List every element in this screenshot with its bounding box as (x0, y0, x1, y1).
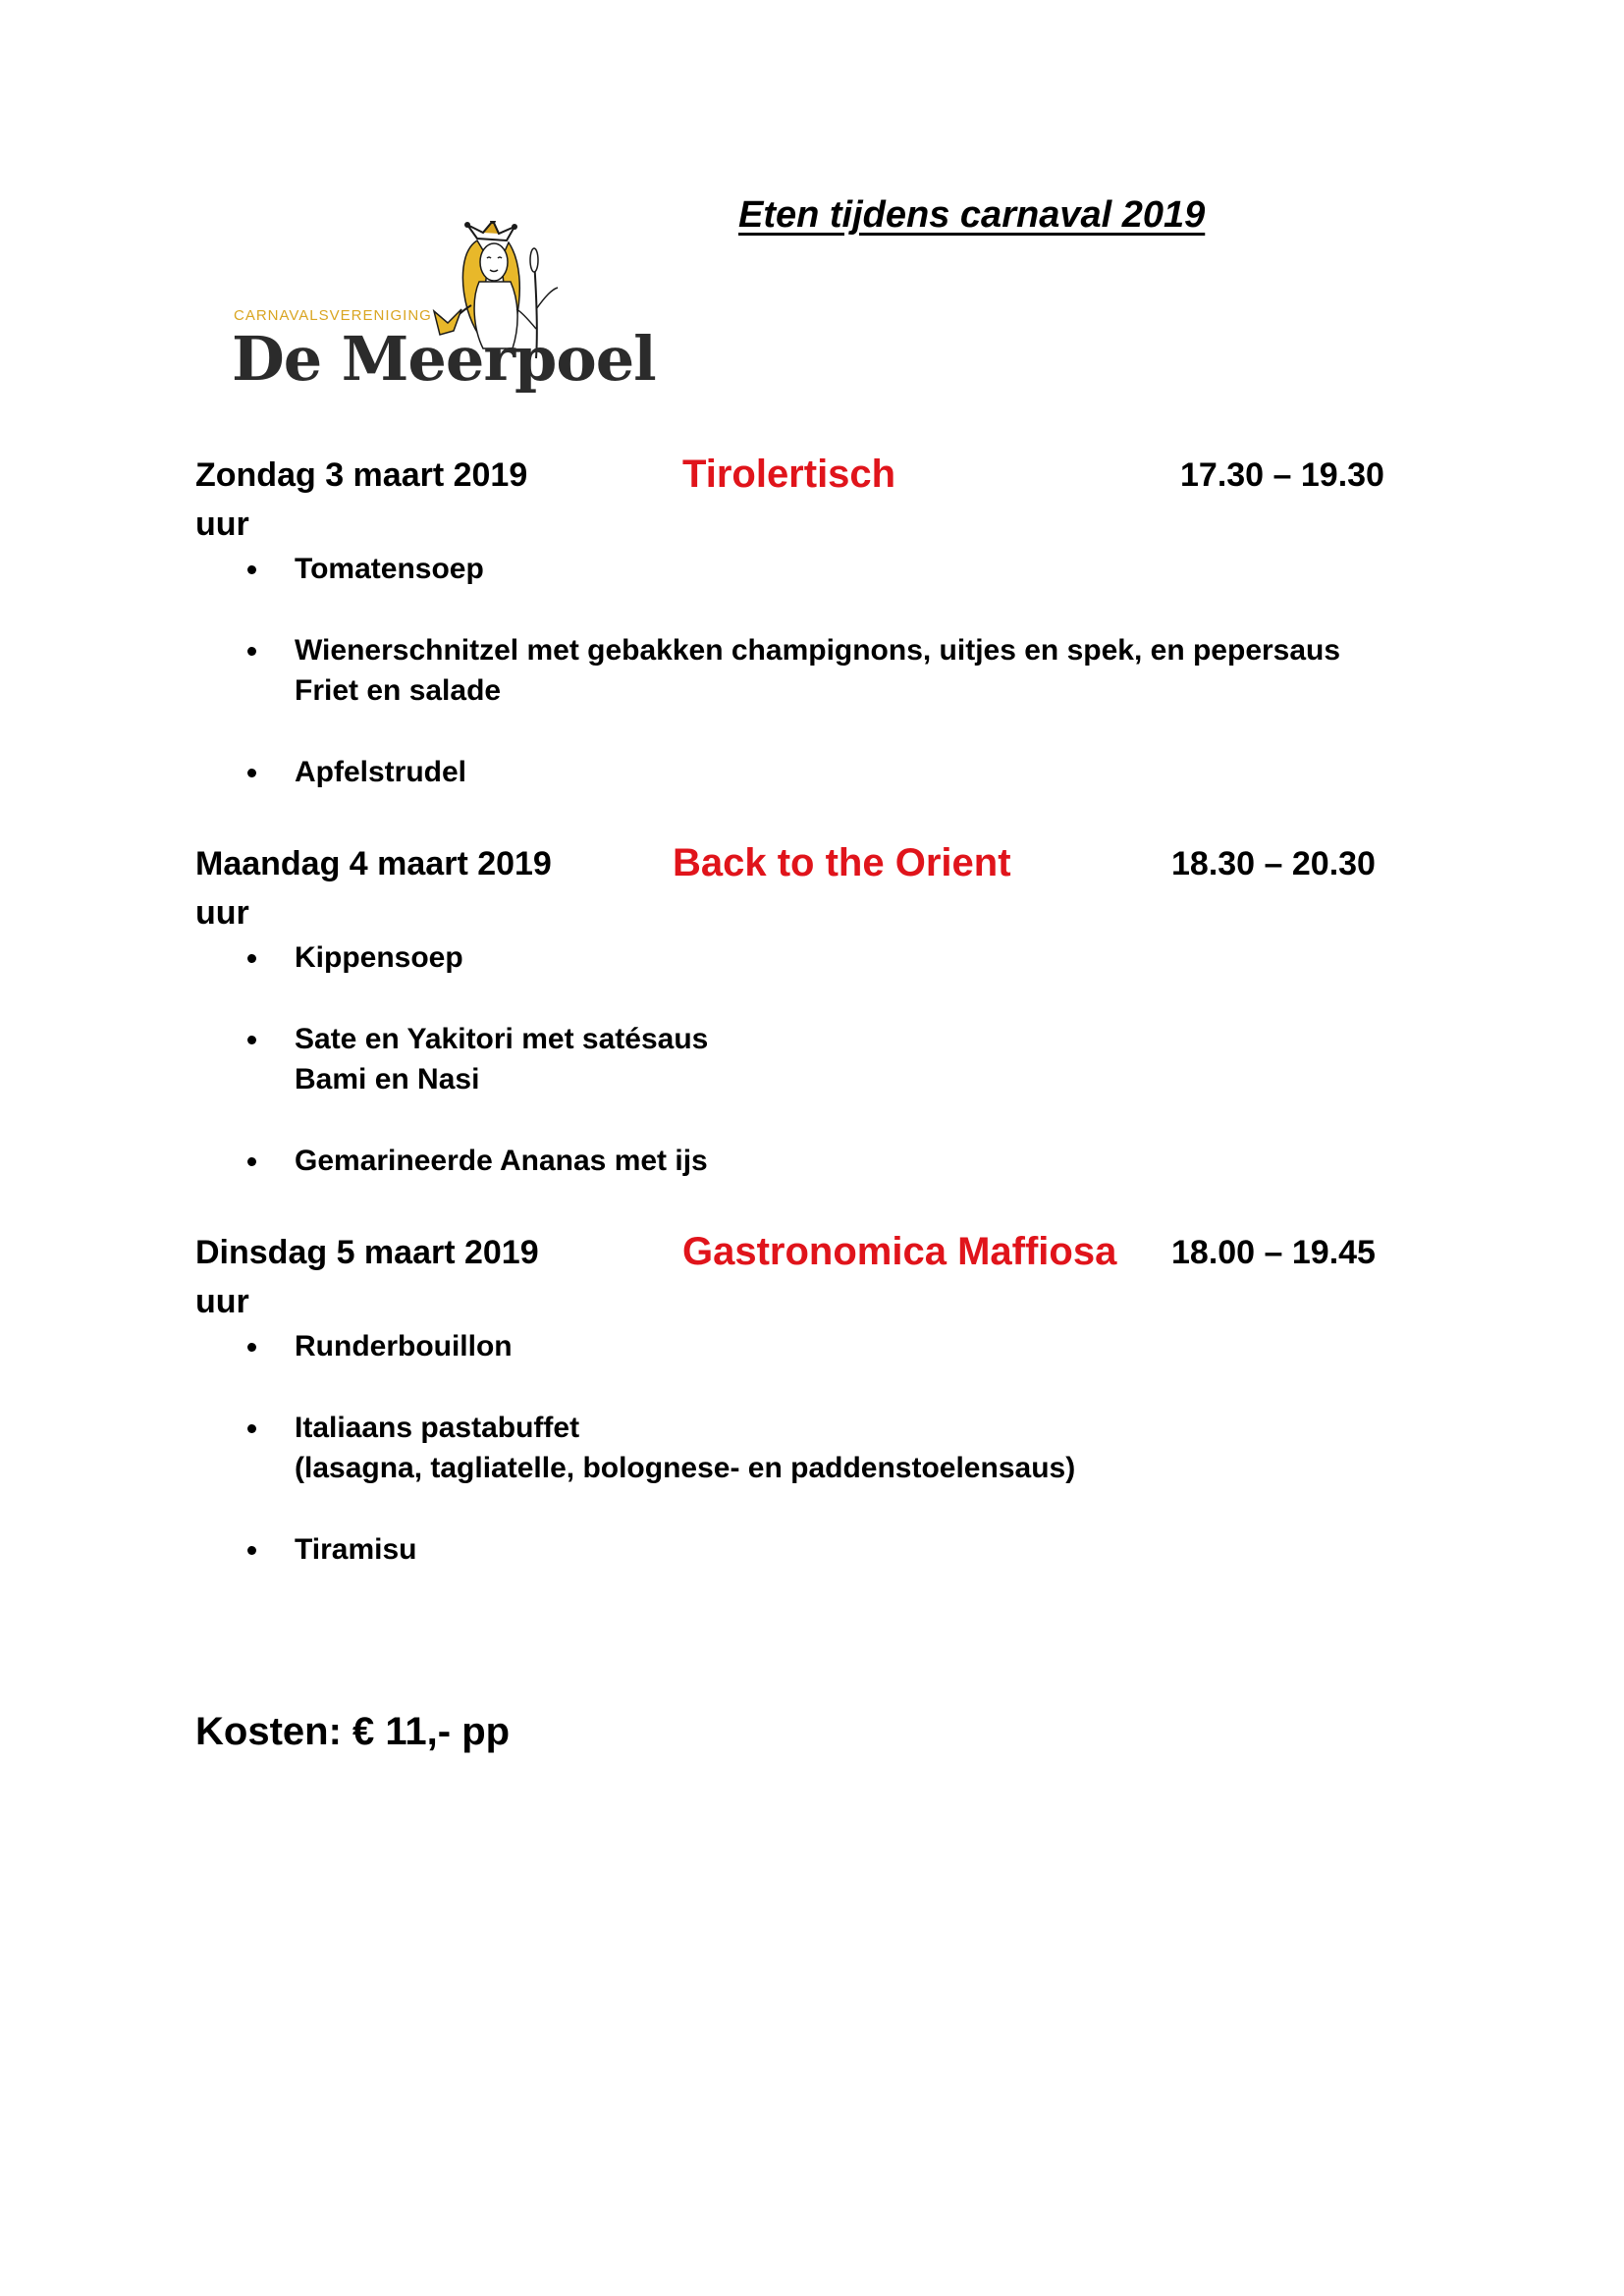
menu-item (195, 1408, 1075, 1488)
bullet-icon (247, 565, 256, 574)
menu-item-text: Tiramisu (295, 1533, 417, 1566)
day-date: Dinsdag 5 maart 2019 (195, 1234, 539, 1271)
bullet-icon (247, 1546, 256, 1555)
menu-item-text: Runderbouillon (295, 1330, 513, 1362)
logo-title: De Meerpoel (232, 323, 656, 395)
menu-item (195, 1141, 708, 1181)
menu-item-text: Gemarineerde Ananas met ijs (295, 1145, 708, 1177)
bullet-icon (247, 1157, 256, 1166)
menu-item-text: Wienerschnitzel met gebakken champignons, uitjes en spek, en pepersaus (295, 634, 1341, 667)
day-time: 18.30 – 20.30 (1171, 845, 1376, 882)
day-time-unit: uur (195, 894, 249, 932)
menu-item-text: Kippensoep (295, 941, 463, 974)
menu-item (195, 1326, 1075, 1366)
menu-list (195, 937, 708, 1222)
day-theme: Tirolertisch (682, 453, 896, 496)
menu-item-text: Sate en Yakitori met satésaus (295, 1023, 709, 1055)
page-title: Eten tijdens carnaval 2019 (738, 194, 1206, 236)
meerpoel-logo (226, 221, 656, 412)
menu-item-text: Italiaans pastabuffet (295, 1412, 580, 1444)
bullet-icon (247, 647, 256, 656)
menu-item (195, 549, 1340, 589)
day-date: Zondag 3 maart 2019 (195, 456, 528, 494)
day-time-unit: uur (195, 506, 249, 543)
menu-item-subtext: (lasagna, tagliatelle, bolognese- en paddenstoelensaus) (295, 1452, 1076, 1484)
bullet-icon (247, 769, 256, 777)
menu-item (195, 937, 708, 978)
menu-list (195, 549, 1340, 833)
day-time: 17.30 – 19.30 (1180, 456, 1384, 494)
menu-item-text: Apfelstrudel (295, 756, 467, 788)
menu-item-subtext: Bami en Nasi (295, 1063, 480, 1095)
price-line: Kosten: € 11,- pp (195, 1710, 511, 1753)
day-theme: Back to the Orient (673, 841, 1011, 884)
menu-item (195, 752, 1340, 792)
menu-item (195, 1529, 1075, 1570)
menu-item-subtext: Friet en salade (295, 674, 502, 707)
bullet-icon (247, 1424, 256, 1433)
menu-item (195, 630, 1340, 711)
day-time-unit: uur (195, 1283, 249, 1320)
logo-subtitle: CARNAVALSVERENIGING (234, 307, 432, 324)
bullet-icon (247, 1036, 256, 1044)
menu-item-text: Tomatensoep (295, 553, 484, 585)
day-date: Maandag 4 maart 2019 (195, 845, 552, 882)
menu-item (195, 1019, 708, 1099)
menu-list (195, 1326, 1075, 1611)
bullet-icon (247, 954, 256, 963)
day-theme: Gastronomica Maffiosa (682, 1230, 1117, 1273)
bullet-icon (247, 1343, 256, 1352)
day-time: 18.00 – 19.45 (1171, 1234, 1376, 1271)
